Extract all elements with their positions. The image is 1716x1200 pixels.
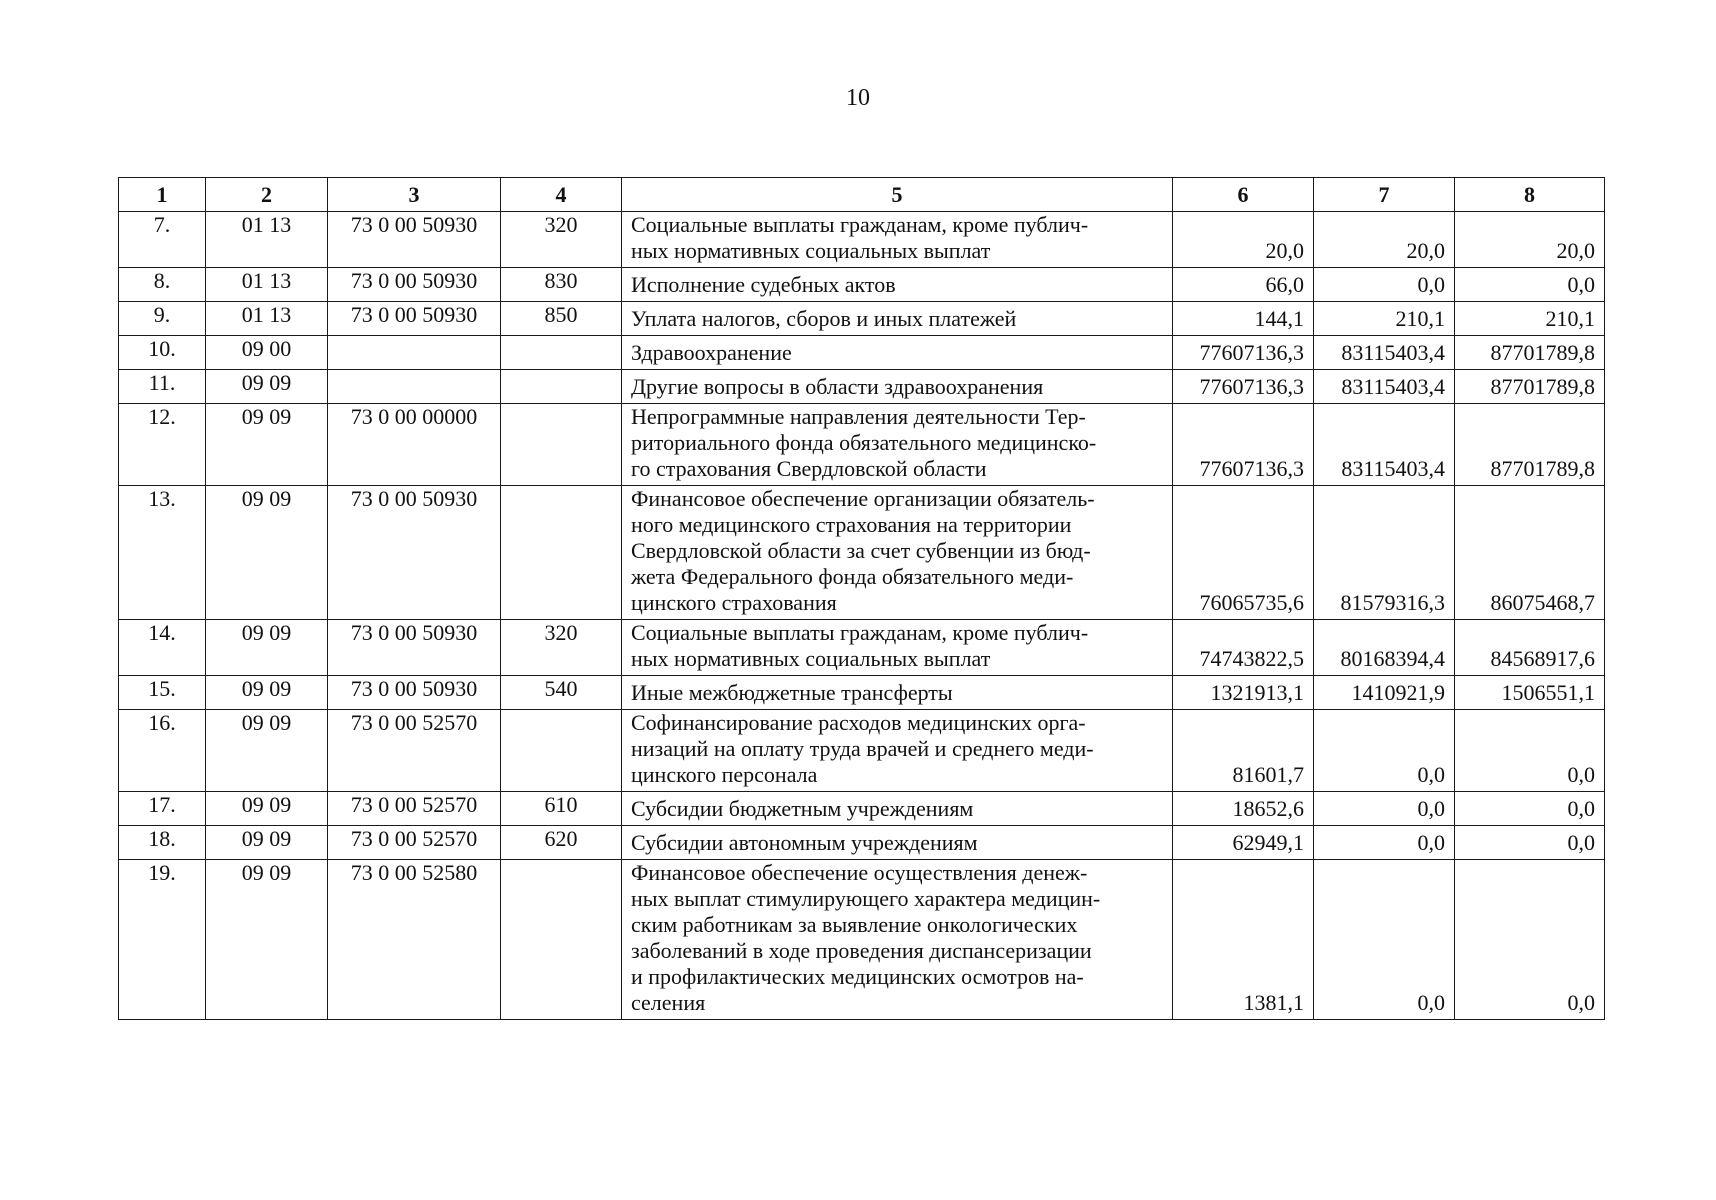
table-row xyxy=(119,212,1605,268)
amount-cell: 81579316,3 xyxy=(1314,486,1455,620)
column-header: 5 xyxy=(622,178,1173,212)
amount-cell: 0,0 xyxy=(1455,860,1605,1020)
column-header: 4 xyxy=(501,178,622,212)
target-article-cell: 73 0 00 52580 xyxy=(328,860,501,1020)
item-name-cell: Софинансирование расходов медицинских орга- низаций на оплату труда врачей и среднего меди- цинского персонала xyxy=(622,710,1173,792)
table-row xyxy=(119,370,1605,404)
target-article-cell: 73 0 00 52570 xyxy=(328,710,501,792)
amount-cell: 0,0 xyxy=(1314,792,1455,826)
amount-cell: 18652,6 xyxy=(1173,792,1314,826)
expense-type-cell: 320 xyxy=(501,212,622,268)
table-row xyxy=(119,336,1605,370)
amount-cell: 83115403,4 xyxy=(1314,404,1455,486)
amount-cell: 20,0 xyxy=(1314,212,1455,268)
amount-cell: 144,1 xyxy=(1173,302,1314,336)
target-article-cell: 73 0 00 52570 xyxy=(328,792,501,826)
target-article-cell: 73 0 00 50930 xyxy=(328,486,501,620)
item-name-cell: Социальные выплаты гражданам, кроме публич- ных нормативных социальных выплат xyxy=(622,212,1173,268)
amount-cell: 83115403,4 xyxy=(1314,336,1455,370)
amount-cell: 81601,7 xyxy=(1173,710,1314,792)
column-header: 2 xyxy=(206,178,328,212)
section-code-cell: 09 09 xyxy=(206,860,328,1020)
expense-type-cell xyxy=(501,370,622,404)
expense-type-cell: 610 xyxy=(501,792,622,826)
table-row xyxy=(119,860,1605,1020)
amount-cell: 0,0 xyxy=(1455,792,1605,826)
row-number-cell: 15. xyxy=(119,676,206,710)
item-name-cell: Здравоохранение xyxy=(622,336,1173,370)
item-name-cell: Субсидии автономным учреждениям xyxy=(622,826,1173,860)
item-name-cell: Субсидии бюджетным учреждениям xyxy=(622,792,1173,826)
amount-cell: 20,0 xyxy=(1455,212,1605,268)
amount-cell: 87701789,8 xyxy=(1455,404,1605,486)
amount-cell: 0,0 xyxy=(1314,268,1455,302)
item-name-cell: Исполнение судебных актов xyxy=(622,268,1173,302)
section-code-cell: 09 09 xyxy=(206,792,328,826)
row-number-cell: 17. xyxy=(119,792,206,826)
row-number-cell: 10. xyxy=(119,336,206,370)
target-article-cell: 73 0 00 50930 xyxy=(328,268,501,302)
column-header: 1 xyxy=(119,178,206,212)
expense-type-cell xyxy=(501,404,622,486)
expense-type-cell xyxy=(501,486,622,620)
section-code-cell: 09 09 xyxy=(206,370,328,404)
amount-cell: 0,0 xyxy=(1314,710,1455,792)
expense-type-cell: 850 xyxy=(501,302,622,336)
amount-cell: 0,0 xyxy=(1314,826,1455,860)
expense-type-cell xyxy=(501,860,622,1020)
table-row xyxy=(119,676,1605,710)
row-number-cell: 12. xyxy=(119,404,206,486)
amount-cell: 77607136,3 xyxy=(1173,336,1314,370)
target-article-cell xyxy=(328,336,501,370)
item-name-cell: Социальные выплаты гражданам, кроме публич- ных нормативных социальных выплат xyxy=(622,620,1173,676)
section-code-cell: 01 13 xyxy=(206,212,328,268)
row-number-cell: 8. xyxy=(119,268,206,302)
amount-cell: 77607136,3 xyxy=(1173,404,1314,486)
amount-cell: 1506551,1 xyxy=(1455,676,1605,710)
amount-cell: 87701789,8 xyxy=(1455,370,1605,404)
section-code-cell: 09 09 xyxy=(206,620,328,676)
row-number-cell: 14. xyxy=(119,620,206,676)
target-article-cell: 73 0 00 52570 xyxy=(328,826,501,860)
column-header: 6 xyxy=(1173,178,1314,212)
target-article-cell: 73 0 00 00000 xyxy=(328,404,501,486)
expense-type-cell: 830 xyxy=(501,268,622,302)
amount-cell: 77607136,3 xyxy=(1173,370,1314,404)
amount-cell: 62949,1 xyxy=(1173,826,1314,860)
row-number-cell: 18. xyxy=(119,826,206,860)
section-code-cell: 01 13 xyxy=(206,302,328,336)
target-article-cell: 73 0 00 50930 xyxy=(328,620,501,676)
table-row xyxy=(119,620,1605,676)
row-number-cell: 11. xyxy=(119,370,206,404)
expense-type-cell: 540 xyxy=(501,676,622,710)
expense-type-cell: 320 xyxy=(501,620,622,676)
target-article-cell: 73 0 00 50930 xyxy=(328,212,501,268)
item-name-cell: Финансовое обеспечение осуществления денеж- ных выплат стимулирующего характера медицин- ским работникам за выявление онкологических заболеваний в ходе проведения диспансеризации и профилактических медицинских осмотров на- селения xyxy=(622,860,1173,1020)
section-code-cell: 09 09 xyxy=(206,710,328,792)
amount-cell: 74743822,5 xyxy=(1173,620,1314,676)
section-code-cell: 09 09 xyxy=(206,404,328,486)
amount-cell: 87701789,8 xyxy=(1455,336,1605,370)
amount-cell: 84568917,6 xyxy=(1455,620,1605,676)
row-number-cell: 19. xyxy=(119,860,206,1020)
amount-cell: 0,0 xyxy=(1455,826,1605,860)
page-number: 10 xyxy=(846,85,870,111)
item-name-cell: Уплата налогов, сборов и иных платежей xyxy=(622,302,1173,336)
section-code-cell: 09 09 xyxy=(206,676,328,710)
section-code-cell: 09 09 xyxy=(206,486,328,620)
amount-cell: 86075468,7 xyxy=(1455,486,1605,620)
amount-cell: 1381,1 xyxy=(1173,860,1314,1020)
amount-cell: 76065735,6 xyxy=(1173,486,1314,620)
target-article-cell xyxy=(328,370,501,404)
amount-cell: 1410921,9 xyxy=(1314,676,1455,710)
section-code-cell: 01 13 xyxy=(206,268,328,302)
column-header: 3 xyxy=(328,178,501,212)
amount-cell: 0,0 xyxy=(1455,268,1605,302)
expense-type-cell: 620 xyxy=(501,826,622,860)
row-number-cell: 9. xyxy=(119,302,206,336)
amount-cell: 20,0 xyxy=(1173,212,1314,268)
target-article-cell: 73 0 00 50930 xyxy=(328,676,501,710)
table-row xyxy=(119,792,1605,826)
amount-cell: 66,0 xyxy=(1173,268,1314,302)
amount-cell: 0,0 xyxy=(1455,710,1605,792)
table-row xyxy=(119,826,1605,860)
item-name-cell: Непрограммные направления деятельности Тер- риториального фонда обязательного медицинско- го страхования Свердловской области xyxy=(622,404,1173,486)
row-number-cell: 7. xyxy=(119,212,206,268)
row-number-cell: 13. xyxy=(119,486,206,620)
table-row xyxy=(119,710,1605,792)
row-number-cell: 16. xyxy=(119,710,206,792)
column-header: 8 xyxy=(1455,178,1605,212)
expense-type-cell xyxy=(501,336,622,370)
target-article-cell: 73 0 00 50930 xyxy=(328,302,501,336)
table-row xyxy=(119,302,1605,336)
amount-cell: 0,0 xyxy=(1314,860,1455,1020)
table-body xyxy=(119,212,1605,1020)
amount-cell: 210,1 xyxy=(1314,302,1455,336)
budget-table xyxy=(118,177,1605,1020)
item-name-cell: Другие вопросы в области здравоохранения xyxy=(622,370,1173,404)
item-name-cell: Финансовое обеспечение организации обязатель- ного медицинского страхования на территории Свердловской области за счет субвенции из бюд- жета Федерального фонда обязательного меди- цинского страхования xyxy=(622,486,1173,620)
table-row xyxy=(119,404,1605,486)
table-row xyxy=(119,268,1605,302)
section-code-cell: 09 00 xyxy=(206,336,328,370)
header-row xyxy=(119,178,1605,212)
expense-type-cell xyxy=(501,710,622,792)
column-header: 7 xyxy=(1314,178,1455,212)
item-name-cell: Иные межбюджетные трансферты xyxy=(622,676,1173,710)
amount-cell: 210,1 xyxy=(1455,302,1605,336)
amount-cell: 83115403,4 xyxy=(1314,370,1455,404)
table-row xyxy=(119,486,1605,620)
amount-cell: 80168394,4 xyxy=(1314,620,1455,676)
amount-cell: 1321913,1 xyxy=(1173,676,1314,710)
section-code-cell: 09 09 xyxy=(206,826,328,860)
